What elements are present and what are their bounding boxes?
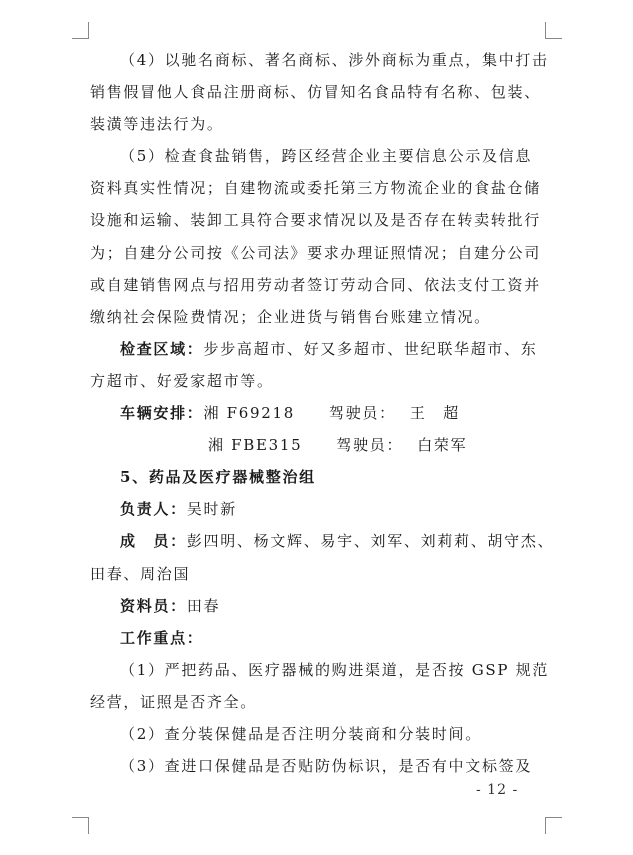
paragraph-line: 资料真实性情况；自建物流或委托第三方物流企业的食盐仓储 [90,179,541,198]
vehicle-plate: 湘 FBE315 [208,436,303,455]
work-focus-heading: 工作重点： [120,628,204,647]
vehicle-row [90,397,545,429]
leader-label: 负责人： [120,500,187,519]
section-title: 5、药品及医疗器械整治组 [120,468,316,487]
focus-line: 经营，证照是否齐全。 [90,692,258,711]
leader-name: 吴时新 [186,500,237,519]
clerk-label: 资料员： [120,596,187,615]
paragraph-line: （4）以驰名商标、著名商标、涉外商标为重点，集中打击 [120,51,549,69]
paragraph-line: （5）检查食盐销售，跨区经营企业主要信息公示及信息 [120,147,533,166]
inspect-area-continued: 方超市、好爱家超市等。 [90,371,274,390]
paragraph-line: 设施和运输、装卸工具符合要求情况以及是否存在转卖转批行 [90,211,541,230]
members-continued: 田春、周治国 [90,564,191,583]
inspect-area-text: 步步高超市、好又多超市、世纪联华超市、东 [203,339,538,358]
paragraph-line: 或自建销售网点与招用劳动者签订劳动合同、依法支付工资并 [90,275,541,294]
document-body [90,44,555,782]
driver-label: 驾驶员： [329,404,396,423]
driver-name: 白荣军 [417,436,468,455]
inspect-area-line [90,333,545,365]
page-number: - 12 - [476,782,519,798]
leader-line [90,493,545,525]
driver-name: 王 超 [409,404,460,423]
crop-mark-top-left [72,22,89,39]
inspect-area-label: 检查区域： [120,339,204,358]
focus-line: （3）查进口保健品是否贴防伪标识，是否有中文标签及 [120,757,533,776]
paragraph-line: 为；自建分公司按《公司法》要求办理证照情况；自建分公司 [90,243,541,262]
clerk-name: 田春 [186,596,221,615]
crop-mark-top-right [545,22,562,39]
crop-mark-bottom-left [72,817,89,834]
vehicle-plate: 湘 F69218 [203,404,296,423]
driver-label: 驾驶员： [336,436,404,455]
vehicle-label: 车辆安排： [120,404,204,423]
paragraph-line: 销售假冒他人食品注册商标、仿冒知名食品特有名称、包装、 [90,83,541,102]
members-label: 成 员： [120,532,187,551]
clerk-line [90,590,545,622]
vehicle-row [90,429,545,461]
members-line [90,525,555,557]
members-text: 彭四明、杨文辉、易宇、刘军、刘莉莉、胡守杰、 [186,532,555,551]
paragraph-line: 缴纳社会保险费情况；企业进货与销售台账建立情况。 [90,307,491,326]
paragraph-line: 装潢等违法行为。 [90,115,224,134]
focus-line: （2）查分装保健品是否注明分装商和分装时间。 [120,724,482,743]
crop-mark-bottom-right [545,817,562,834]
focus-line: （1）严把药品、医疗器械的购进渠道，是否按 GSP 规范 [120,660,550,679]
